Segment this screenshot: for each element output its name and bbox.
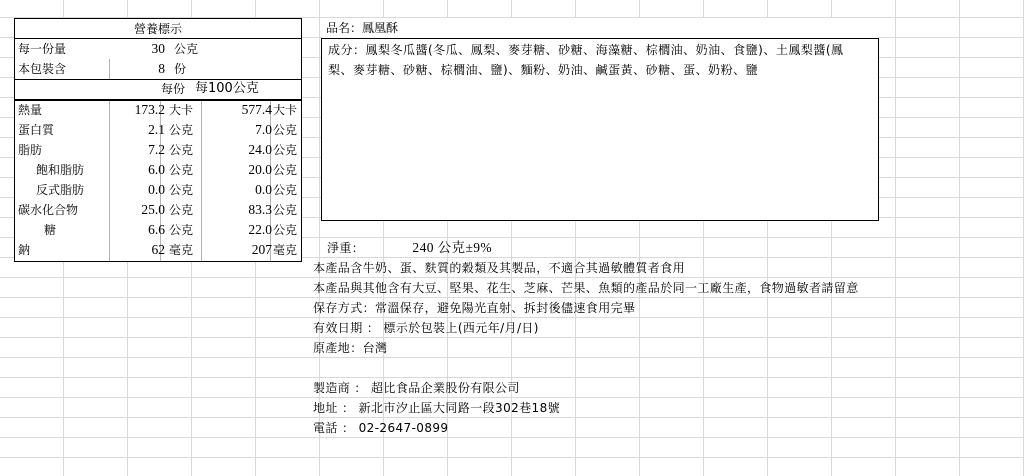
per-serving-unit: 公克	[169, 223, 194, 237]
per-100g-unit: 公克	[273, 183, 298, 197]
nutrient-row	[15, 200, 301, 220]
allergen-line-1: 本產品含牛奶、蛋、麩質的穀類及其製品，不適合其過敏體質者食用	[313, 261, 686, 275]
nutrition-title-row	[15, 19, 301, 39]
per-serving-unit: 大卡	[169, 103, 194, 117]
per-100g-unit: 公克	[273, 203, 298, 217]
nutrient-row	[15, 180, 301, 200]
net-weight-label: 淨重：	[327, 241, 365, 255]
per-100g-unit: 大卡	[273, 103, 298, 117]
per-serving-unit: 公克	[169, 143, 194, 157]
origin-line: 原產地：台灣	[313, 341, 388, 355]
per-100g-value: 20.0	[248, 162, 272, 177]
per-100g-unit: 公克	[273, 223, 298, 237]
per-serving-value: 6.6	[148, 222, 165, 237]
per-serving-unit: 毫克	[169, 243, 194, 257]
net-weight-value: 240 公克±9%	[412, 240, 493, 255]
per-100g-value: 24.0	[248, 142, 272, 157]
serving-size-row	[15, 39, 301, 59]
per-100g-unit: 公克	[273, 163, 298, 177]
storage-line: 保存方式：常溫保存，避免陽光直射、拆封後儘速食用完畢	[313, 301, 636, 315]
header-per-serving: 每份	[161, 82, 186, 96]
nutrient-row	[15, 160, 301, 180]
nutrient-label: 脂肪	[18, 143, 43, 157]
per-serving-unit: 公克	[169, 123, 194, 137]
nutrient-label: 糖	[44, 223, 57, 237]
serving-size-label: 每一份量	[18, 42, 67, 56]
servings-value: 8	[158, 61, 165, 76]
servings-unit: 份	[174, 62, 187, 76]
per-serving-value: 25.0	[141, 202, 165, 217]
serving-size-unit: 公克	[174, 42, 199, 56]
per-100g-unit: 公克	[273, 123, 298, 137]
per-serving-value: 62	[151, 242, 165, 257]
nutrient-row	[15, 240, 301, 260]
nutrient-label: 飽和脂肪	[36, 163, 85, 177]
nutrient-label: 鈉	[18, 243, 31, 257]
nutrition-title: 營養標示	[133, 22, 182, 36]
net-weight-line	[327, 238, 859, 258]
nutrient-label: 反式脂肪	[36, 183, 85, 197]
address-line: 地址 ： 新北市汐止區大同路一段302巷18號	[313, 401, 561, 415]
nutrient-row	[15, 120, 301, 140]
nutrient-row	[15, 140, 301, 160]
per-serving-unit: 公克	[169, 163, 194, 177]
ingredients-text: 成分：鳳梨冬瓜醬(冬瓜、鳳梨、麥芽糖、砂糖、海藻糖、棕櫚油、奶油、食鹽)、土鳳梨醬(鳳梨、麥芽糖、砂糖、棕櫚油、鹽)、麵粉、奶油、鹹蛋黃、砂糖、蛋、奶粉、鹽	[328, 43, 844, 77]
nutrition-table	[14, 18, 302, 262]
product-name-box	[322, 18, 878, 38]
per-100g-value: 577.4	[241, 102, 272, 117]
phone-line: 電話 ： 02-2647-0899	[313, 421, 449, 435]
per-serving-value: 7.2	[148, 142, 165, 157]
manufacturer-line: 製造商 ： 超比食品企業股份有限公司	[313, 381, 520, 395]
allergen-line-2: 本產品與其他含有大豆、堅果、花生、芝麻、芒果、魚類的產品於同一工廠生產，食物過敏者請留意	[313, 281, 859, 295]
per-serving-value: 2.1	[148, 122, 165, 137]
nutrient-label: 蛋白質	[18, 123, 55, 137]
serving-size-value: 30	[151, 41, 165, 56]
header-per-100g: 每100公克	[195, 81, 259, 96]
per-100g-value: 22.0	[248, 222, 272, 237]
per-serving-value: 6.0	[148, 162, 165, 177]
column-header-row	[15, 79, 301, 99]
nutrient-row	[15, 100, 301, 120]
per-100g-value: 7.0	[255, 122, 272, 137]
product-name: 品名：鳳凰酥	[326, 21, 399, 35]
per-serving-unit: 公克	[169, 183, 194, 197]
nutrient-label: 熱量	[18, 103, 43, 117]
per-serving-value: 0.0	[148, 182, 165, 197]
per-100g-value: 83.3	[248, 202, 272, 217]
nutrient-row	[15, 220, 301, 240]
servings-label: 本包裝含	[18, 62, 67, 76]
servings-row	[15, 59, 301, 79]
nutrient-label: 碳水化合物	[18, 203, 79, 217]
per-100g-unit: 公克	[273, 143, 298, 157]
per-100g-unit: 毫克	[273, 243, 298, 257]
per-100g-value: 0.0	[255, 182, 272, 197]
product-info	[313, 238, 859, 438]
ingredients-box	[321, 38, 879, 221]
spacer	[327, 358, 859, 378]
per-100g-value: 207	[251, 242, 272, 257]
per-serving-unit: 公克	[169, 203, 194, 217]
expiry-line: 有效日期 ： 標示於包裝上(西元年/月/日)	[313, 321, 539, 335]
per-serving-value: 173.2	[134, 102, 165, 117]
